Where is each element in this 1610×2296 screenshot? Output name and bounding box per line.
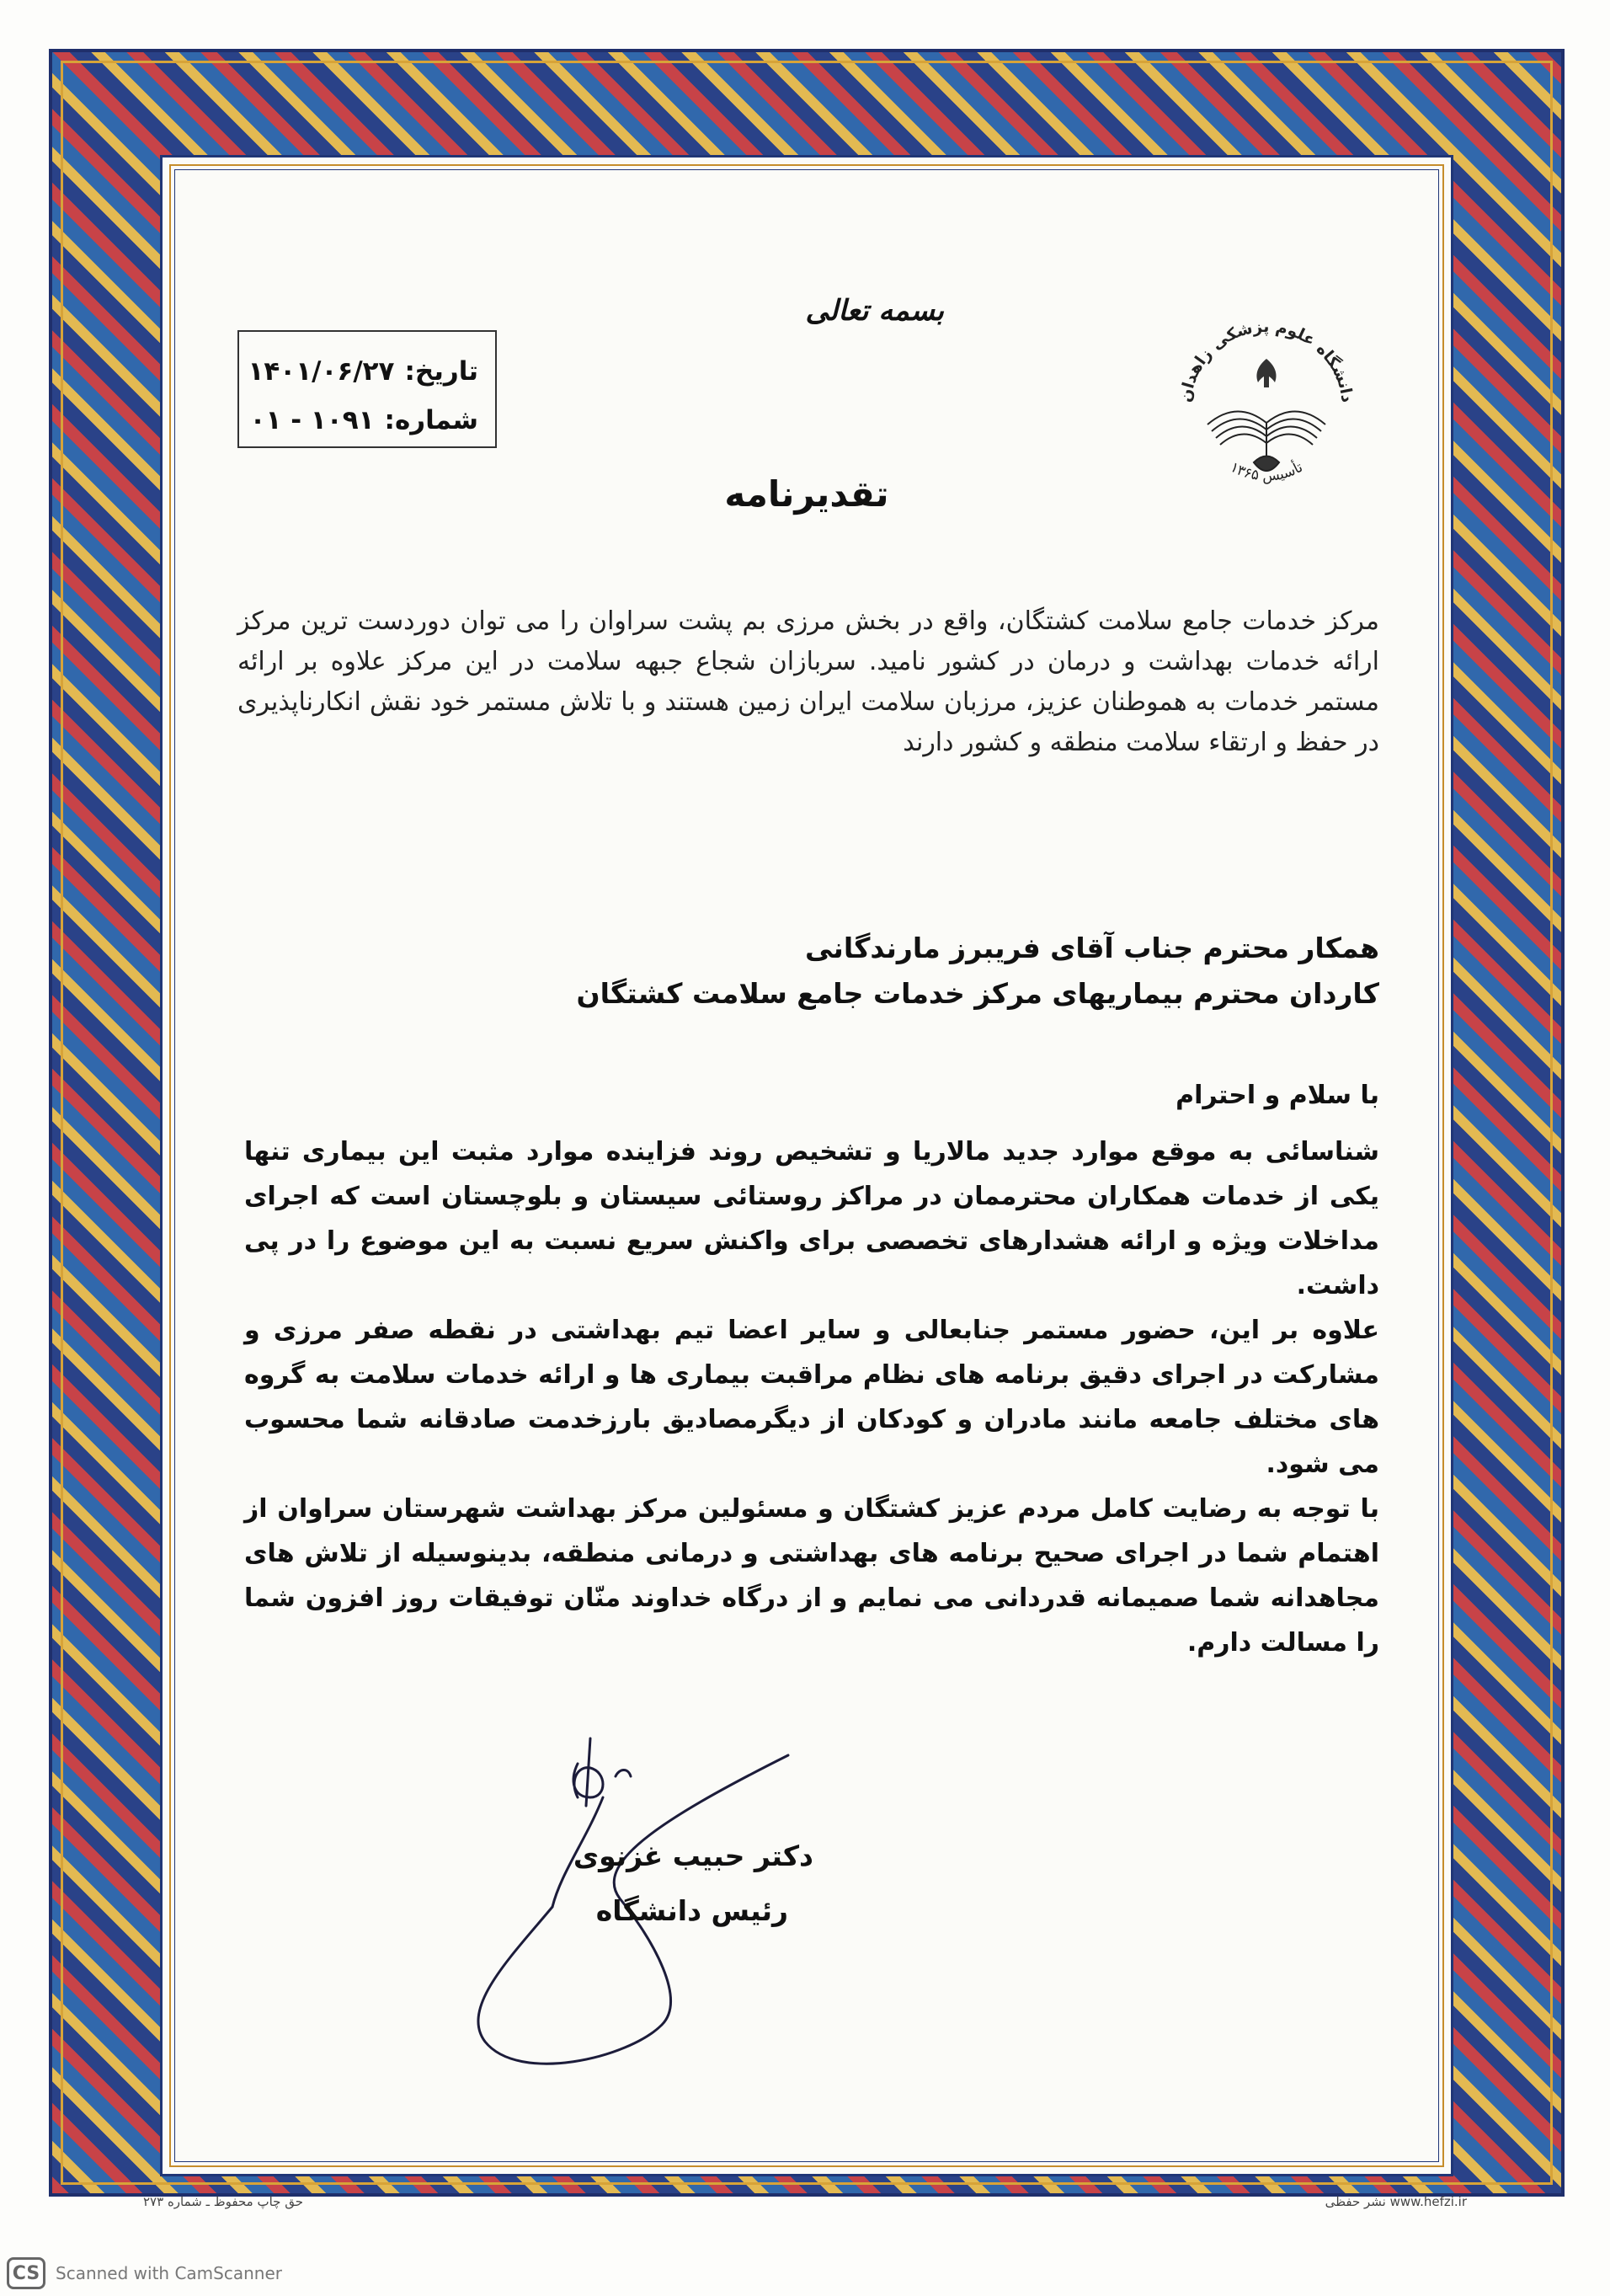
open-book-icon — [1208, 411, 1325, 471]
camscanner-watermark — [7, 2257, 282, 2289]
university-logo — [1165, 307, 1367, 500]
logo-founded-text: تأسیس ۱۳۶۵ — [1227, 458, 1306, 485]
camscanner-logo: CS — [7, 2257, 45, 2289]
number-value: ۰۱ - ۱۰۹۱ — [249, 405, 375, 435]
intro-paragraph: مرکز خدمات جامع سلامت کشتگان، واقع در بخش مرزی بم پشت سراوان را می توان دوردست ترین مرکز ارائه خدمات بهداشت و درمان در کشور نامید. سربازان شجاع جبهه سلامت در این مرکز علاوه بر ارائه مستمر خدمات به هموطنان عزیز، مرزبان سلامت ایران زمین هستند و با تلاش مستمر خود نقش انکارناپذیری در حفظ و ارتقاء سلامت منطقه و کشور دارند — [237, 606, 1379, 757]
footer-publisher: www.hefzi.ir نشر حفظی — [1325, 2194, 1467, 2209]
letter-body — [244, 1073, 1379, 1665]
recipient-block — [328, 928, 1379, 1019]
date-value: ۱۴۰۱/۰۶/۲۷ — [248, 356, 395, 387]
date-label: تاریخ: — [404, 356, 478, 387]
date-number-box — [237, 330, 497, 448]
certificate-content — [160, 155, 1453, 2176]
body-paragraph: با توجه به رضایت کامل مردم عزیز کشتگان و مسئولین مرکز بهداشت شهرستان سراوان از اهتمام شما در اجرای صحیح برنامه های بهداشتی و درمانی منطقه، بدینوسیله از تلاش های مجاهدانه شما صمیمانه قدردانی می نمایم و از درگاه خداوند منّان توفیقات روز افزون شما را مسالت دارم. — [244, 1494, 1379, 1658]
basmala-heading: بسمه تعالی — [805, 294, 944, 328]
number-label: شماره: — [384, 405, 478, 435]
recipient-line: کاردان محترم بیماریهای مرکز خدمات جامع سلامت کشتگان — [576, 977, 1379, 1010]
greeting: با سلام و احترام — [1176, 1081, 1379, 1110]
signature-block — [460, 1730, 813, 2092]
signatory-title: رئیس دانشگاه — [595, 1894, 788, 1927]
iran-emblem-icon — [1256, 359, 1276, 387]
recipient-line: همکار محترم جناب آقای فریبرز مارندگانی — [805, 932, 1379, 964]
body-paragraph: شناسائی به موقع موارد جدید مالاریا و تشخیص روند فزاینده موارد مثبت این بیماری تنها یکی از خدمات همکاران محترممان در مراکز روستائی سیستان و بلوچستان است که اجرای مداخلات ویژه و ارائه هشدارهای تخصصی برای واکنش سریع نسبت به این موضوع را در پی داشت. — [244, 1137, 1379, 1300]
signatory-name: دکتر حبیب غزنوی — [573, 1839, 813, 1872]
body-paragraph: علاوه بر این، حضور مستمر جنابعالی و سایر اعضا تیم بهداشتی در نقطه صفر مرزی و مشارکت در اجرای دقیق برنامه های نظام مراقبت بیماری ها و ارائه خدمات سلامت به گروه های مختلف جامعه مانند مادران و کودکان از دیگرمصادیق بارزخدمت صادقانه شما محسوب می شود. — [244, 1316, 1379, 1479]
certificate-title: تقدیرنامه — [724, 473, 889, 515]
footer-copyright: حق چاپ محفوظ ـ شماره ۲۷۳ — [143, 2194, 303, 2209]
camscanner-text: Scanned with CamScanner — [56, 2263, 282, 2283]
logo-university-text: دانشگاه علوم پزشکی زاهدان — [1176, 317, 1357, 404]
